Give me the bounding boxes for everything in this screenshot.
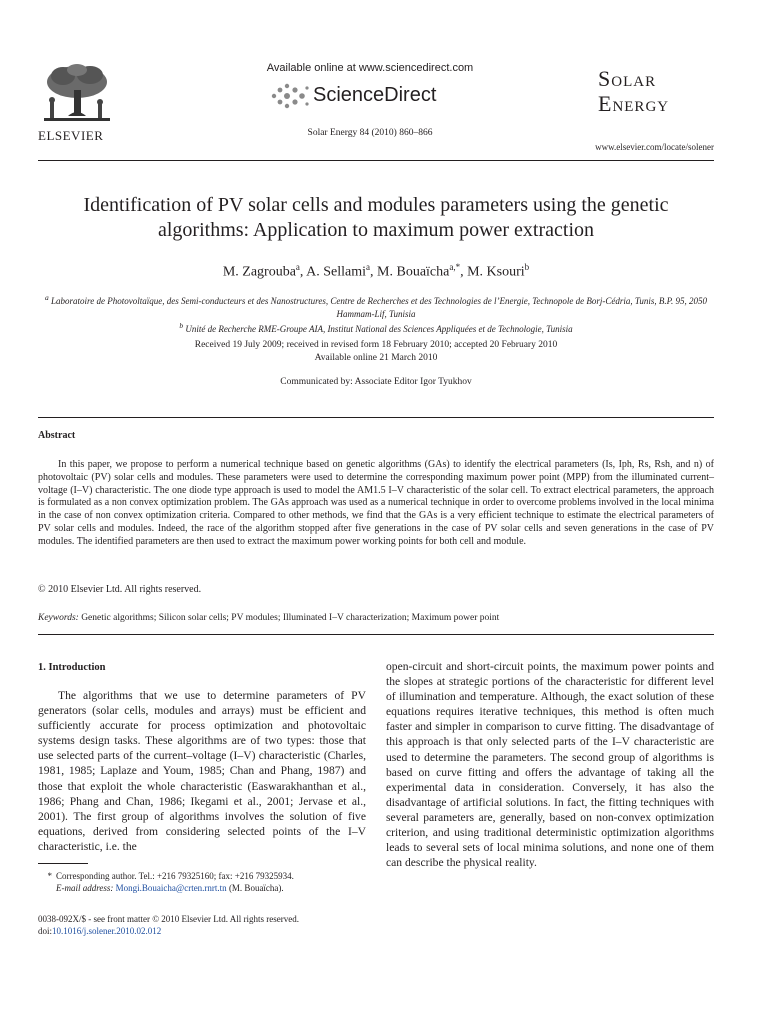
abstract-body: In this paper, we propose to perform a numerical technique based on genetic algorithms (GAs) to identify the electrical parameters (Is, Iph, Rs, Rsh, and n) of photovoltaic (PV) solar cells and modules. These parameters were used to determine the corresponding maximum power point (MPP) from the illuminated current–voltage (I–V) characteristic. The one diode type approach is used to model the AM1.5 I–V characteristic of the solar cell. To extract electrical parameters, the approach is formulated as a non convex optimization problem. The GAs approach was used as a numerical technique in order to overcome problems involved in the local minima in the case of non convex optimization criteria. Compared to other methods, we find that the GAs is a very efficient technique to estimate the electrical parameters of PV solar cells and modules. Indeed, the race of the algorithm stopped after five generations in the case of PV solar cells and seven generations in the case of PV modules. The identified parameters are then used to extract the maximum power working points for both cell and module. [38, 459, 714, 547]
received-dates: Received 19 July 2009; received in revised form 18 February 2010; accepted 20 February 2010 [194, 340, 558, 350]
sciencedirect-wordmark: ScienceDirect [313, 84, 437, 106]
author-affiliation-mark: b [524, 262, 530, 272]
intro-left-column: The algorithms that we use to determine parameters of PV generators (solar cells, modules and arrays) must be efficient and sufficiently accurate for process optimization and photovoltaic systems design tasks. These algorithms are of two types: those that use selected parts of the current–voltage (I–V) characteristic (Charles, 1981, 1985; Laplaze and Youm, 1985; Chan and Phang, 1987) and those that exploit the whole characteristic (Easwarakhanthan et al., 1986; Phang and Chan, 1986; Ikegami et al., 2001; Jervase et al., 2001). The first group of algorithms involves the solution of five equations, derived from considering selected points of the I–V characteristic, i.e. the [38, 689, 366, 853]
author-separator: , [460, 264, 468, 280]
keywords [38, 613, 714, 623]
sciencedirect-logo[interactable] [268, 82, 458, 112]
footnote-divider [38, 863, 88, 864]
author-separator: , [299, 264, 307, 280]
author-name: M. Zagrouba [222, 264, 296, 280]
journal-title-line2: Energy [598, 91, 670, 116]
keywords-divider [38, 634, 714, 635]
article-dates [38, 339, 714, 364]
affiliation-b: $^b$ Unité de Recherche RME-Groupe AIA, Institut National des Sciences Appliquées et de Technologie, Tunisia [179, 321, 573, 334]
journal-reference: Solar Energy 84 (2010) 860–866 [307, 128, 433, 138]
author-affiliation-mark: a [295, 262, 300, 272]
corresponding-author-footnote [38, 870, 366, 894]
issn-line: 0038-092X/$ - see front matter © 2010 Elsevier Ltd. All rights reserved. [38, 914, 300, 924]
author-list [38, 262, 714, 281]
affiliations [38, 292, 714, 336]
footnote-mark: * [47, 871, 52, 881]
footnote-contact: Corresponding author. Tel.: +216 79325160; fax: +216 79325934. [56, 871, 294, 881]
author-name: M. Ksouri [467, 264, 525, 280]
section-heading-introduction: 1. Introduction [38, 662, 106, 673]
available-online-text[interactable]: Available online at www.sciencedirect.com [266, 62, 474, 74]
email-label: E-mail address: [56, 883, 114, 893]
article-title: Identification of PV solar cells and modules parameters using the genetic algorithms: Application to maximum power extraction [83, 194, 669, 241]
author-name: A. Sellami [306, 264, 367, 280]
abstract-copyright: © 2010 Elsevier Ltd. All rights reserved. [38, 584, 202, 595]
author-name: M. Bouaïcha [377, 264, 450, 280]
journal-title [598, 66, 722, 116]
publisher-name: ELSEVIER [38, 128, 104, 143]
author-affiliation-mark: a,* [449, 262, 461, 272]
email-suffix: (M. Bouaïcha). [228, 883, 284, 893]
keywords-list: Genetic algorithms; Silicon solar cells; PV modules; Illuminated I–V characterization; Maximum power point [81, 613, 500, 623]
author-separator: , [370, 264, 378, 280]
sciencedirect-dots-icon [268, 82, 310, 110]
communicated-by: Communicated by: Associate Editor Igor Tyukhov [280, 377, 472, 387]
available-date: Available online 21 March 2010 [314, 352, 438, 363]
doi-label: doi: [38, 926, 53, 936]
abstract-heading: Abstract [38, 430, 76, 441]
doi-link[interactable]: 10.1016/j.solener.2010.02.012 [52, 926, 162, 936]
author-affiliation-mark: a [366, 262, 371, 272]
author-email-link[interactable]: Mongi.Bouaicha@crten.rnrt.tn [115, 883, 227, 893]
keywords-label: Keywords: [38, 613, 79, 623]
journal-title-line1: Solar [598, 66, 657, 91]
journal-url-link[interactable]: www.elsevier.com/locate/solener [595, 142, 714, 152]
elsevier-tree-logo [38, 62, 116, 128]
intro-right-column: open-circuit and short-circuit points, the maximum power points and the slopes at strategic portions of the characteristic for different level of illumination and temperature. Although, the exact solution of these equations requires iterative techniques, this method is often much faster and simpler in comparison to curve fitting. The disadvantage of this approach is that only selected parts of the I–V characteristic are used to determine the parameters. The second group of algorithms is based on curve fitting and offers the advantage of taking all the experimental data in consideration. Conversely, it has also the disadvantage of artificial solutions. In fact, the fitting techniques with several parameters are, generally, based on non-convex optimization criterion, and using traditional deterministic optimization algorithms leads to several sets of local minima solutions, and none one of them can describe the physical reality. [386, 660, 714, 870]
title-divider [38, 417, 714, 418]
affiliation-a: $^a$ Laboratoire de Photovoltaïque, des Semi-conducteurs et des Nanostructures, Centre de Recherches et des Technologies de l’Energie, Technopole de Borj-Cédria, Tunis, B.P. 95, 2050 Hammam-Lif, Tunisia [45, 293, 707, 319]
issn-block [38, 913, 398, 937]
header-divider [38, 160, 714, 161]
